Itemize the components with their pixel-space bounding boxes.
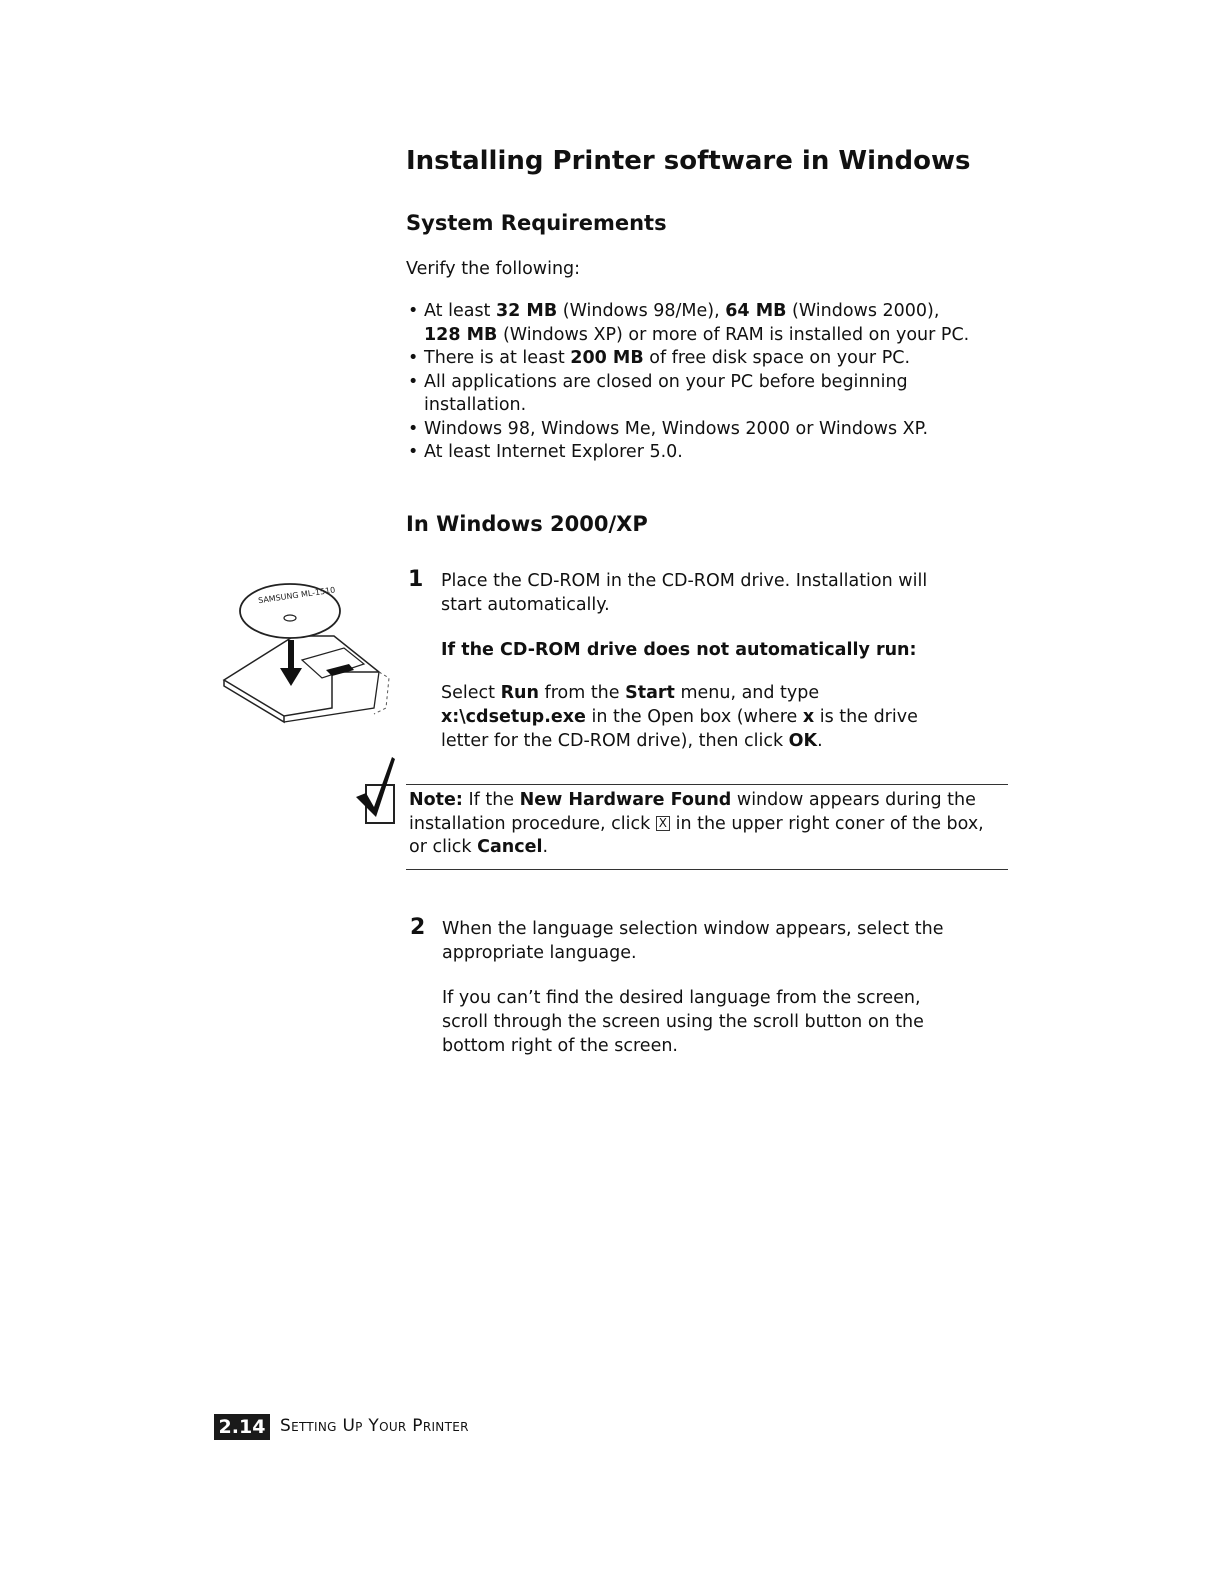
step-2-scroll-hint: If you can’t find the desired language from the screen, scroll through the screen using the scroll button on the bottom right of the screen. xyxy=(442,988,924,1056)
section-heading-windows: In Windows 2000/XP xyxy=(406,512,648,536)
page-title: Installing Printer software in Windows xyxy=(406,146,971,176)
running-footer-title: Setting Up Your Printer xyxy=(280,1416,469,1436)
step-1-instructions: Select Run from the Start menu, and type x:\cdsetup.exe in the Open box (where x is the drive letter for the CD-ROM drive), then click OK. xyxy=(441,683,918,751)
list-item: • At least 32 MB (Windows 98/Me), 64 MB (Windows 2000), 128 MB (Windows XP) or more of RAM is installed on your PC. xyxy=(408,300,969,347)
requirements-list xyxy=(408,300,969,465)
note-divider-bottom xyxy=(406,869,1008,870)
step-1-text: Place the CD-ROM in the CD-ROM drive. Installation will start automatically. xyxy=(441,571,928,615)
cd-rom-illustration xyxy=(214,568,404,750)
cd-insert-drawing xyxy=(214,568,404,750)
checkmark-icon xyxy=(352,755,402,827)
step-2-text: When the language selection window appears, select the appropriate language. xyxy=(442,919,944,963)
page-number-badge: 2.14 xyxy=(214,1414,270,1440)
step-number-1: 1 xyxy=(408,567,424,592)
note-divider-top xyxy=(406,784,1008,785)
step-number-2: 2 xyxy=(410,915,426,940)
note-label: Note: xyxy=(409,790,463,810)
note-box: Note: If the New Hardware Found window appears during the installation procedure, click X in the upper right coner of the box, or click Cancel. xyxy=(409,790,984,857)
step-1-subheading: If the CD-ROM drive does not automatically run: xyxy=(441,640,917,660)
list-item: • All applications are closed on your PC before beginning installation. xyxy=(408,371,969,418)
list-item: • Windows 98, Windows Me, Windows 2000 or Windows XP. xyxy=(408,418,969,442)
close-x-icon: X xyxy=(656,816,670,831)
list-item: • At least Internet Explorer 5.0. xyxy=(408,441,969,465)
intro-text: Verify the following: xyxy=(406,259,581,279)
cd-label: SAMSUNG ML-1510 xyxy=(257,585,336,606)
list-item: • There is at least 200 MB of free disk space on your PC. xyxy=(408,347,969,371)
section-heading-system-requirements: System Requirements xyxy=(406,211,667,235)
